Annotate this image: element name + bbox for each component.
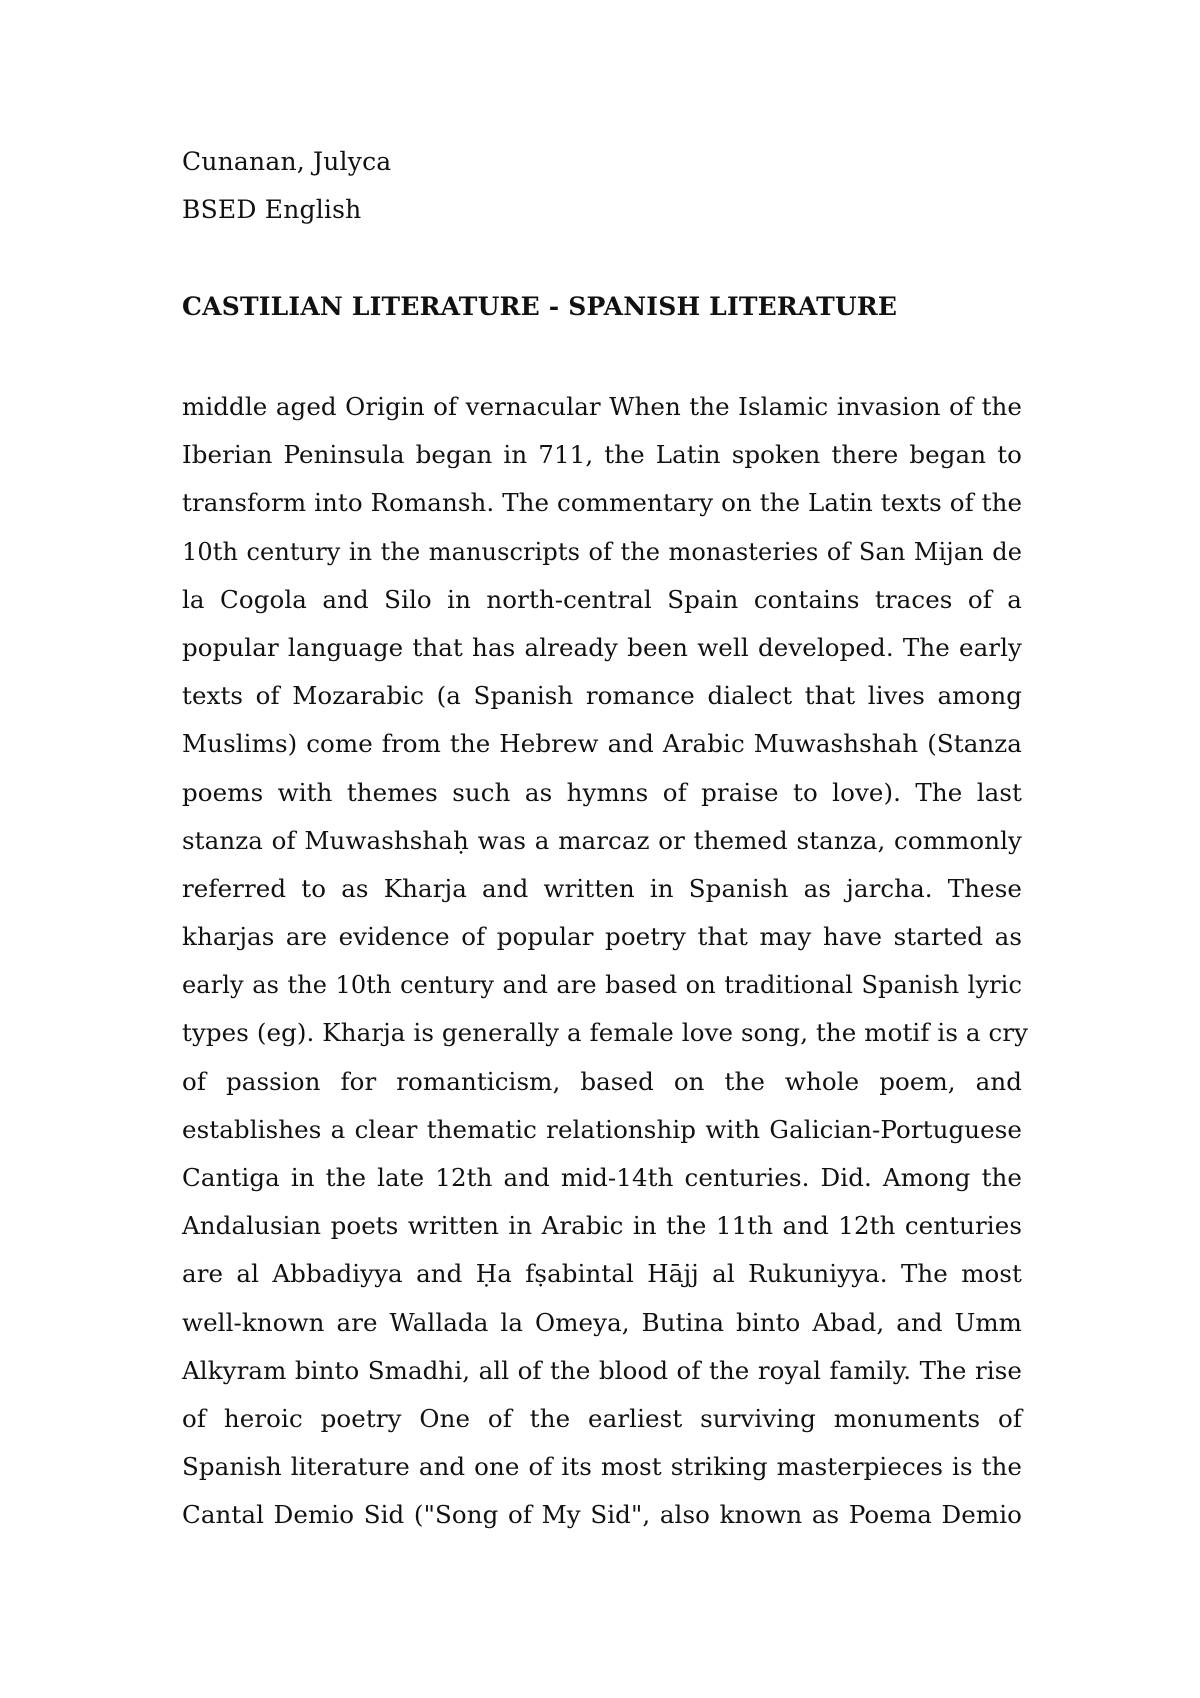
body-line: Alkyram binto Smadhi, all of the blood of the royal family. The rise — [182, 1355, 1022, 1385]
body-line: Cantiga in the late 12th and mid-14th centuries. Did. Among the — [182, 1163, 1022, 1192]
body-line: Iberian Peninsula began in 711, the Latin spoken there began to — [182, 440, 1022, 470]
body-line: well-known are Wallada la Omeya, Butina binto Abad, and Umm — [182, 1307, 1022, 1337]
body-line: early as the 10th century and are based on traditional Spanish lyric — [182, 971, 1022, 1000]
body-line: middle aged Origin of vernacular When the Islamic invasion of the — [182, 392, 1022, 421]
body-line: stanza of Muwashshaḥ was a marcaz or themed stanza, commonly — [182, 825, 1022, 855]
body-line: transform into Romansh. The commentary on the Latin texts of the — [182, 488, 1023, 518]
body-line: establishes a clear thematic relationship with Galician-Portuguese — [182, 1114, 1022, 1144]
course-label: BSED English — [182, 195, 362, 224]
body-line: poems with themes such as hymns of praise to love). The last — [182, 777, 1022, 807]
body-line: Andalusian poets written in Arabic in the 11th and 12th centuries — [182, 1211, 1022, 1241]
body-line: types (eg). Kharja is generally a female love song, the motif is a cry — [182, 1018, 1029, 1048]
body-line: Muslims) come from the Hebrew and Arabic Muwashshah (Stanza — [182, 729, 1022, 759]
body-line: are al Abbadiyya and Ḥa fṣabintal Hājj al Rukuniyya. The most — [182, 1259, 1022, 1289]
body-paragraph — [182, 383, 1029, 1540]
body-line: of heroic poetry One of the earliest surviving monuments of — [182, 1403, 1022, 1433]
body-line: Cantal Demio Sid ("Song of My Sid", also known as Poema Demio — [182, 1500, 1022, 1530]
body-line: kharjas are evidence of popular poetry that may have started as — [182, 922, 1022, 952]
body-line: texts of Mozarabic (a Spanish romance dialect that lives among — [182, 681, 1022, 711]
body-line: 10th century in the manuscripts of the monasteries of San Mijan de — [182, 537, 1022, 566]
body-line: of passion for romanticism, based on the whole poem, and — [182, 1066, 1022, 1096]
author-name: Cunanan, Julyca — [182, 147, 392, 176]
body-line: popular language that has already been well developed. The early — [182, 632, 1022, 662]
body-line: Spanish literature and one of its most striking masterpieces is the — [182, 1452, 1022, 1482]
body-line: la Cogola and Silo in north-central Spain contains traces of a — [182, 584, 1022, 614]
document-title: CASTILIAN LITERATURE - SPANISH LITERATURE — [182, 292, 898, 321]
body-line: referred to as Kharja and written in Spanish as jarcha. These — [182, 873, 1022, 903]
